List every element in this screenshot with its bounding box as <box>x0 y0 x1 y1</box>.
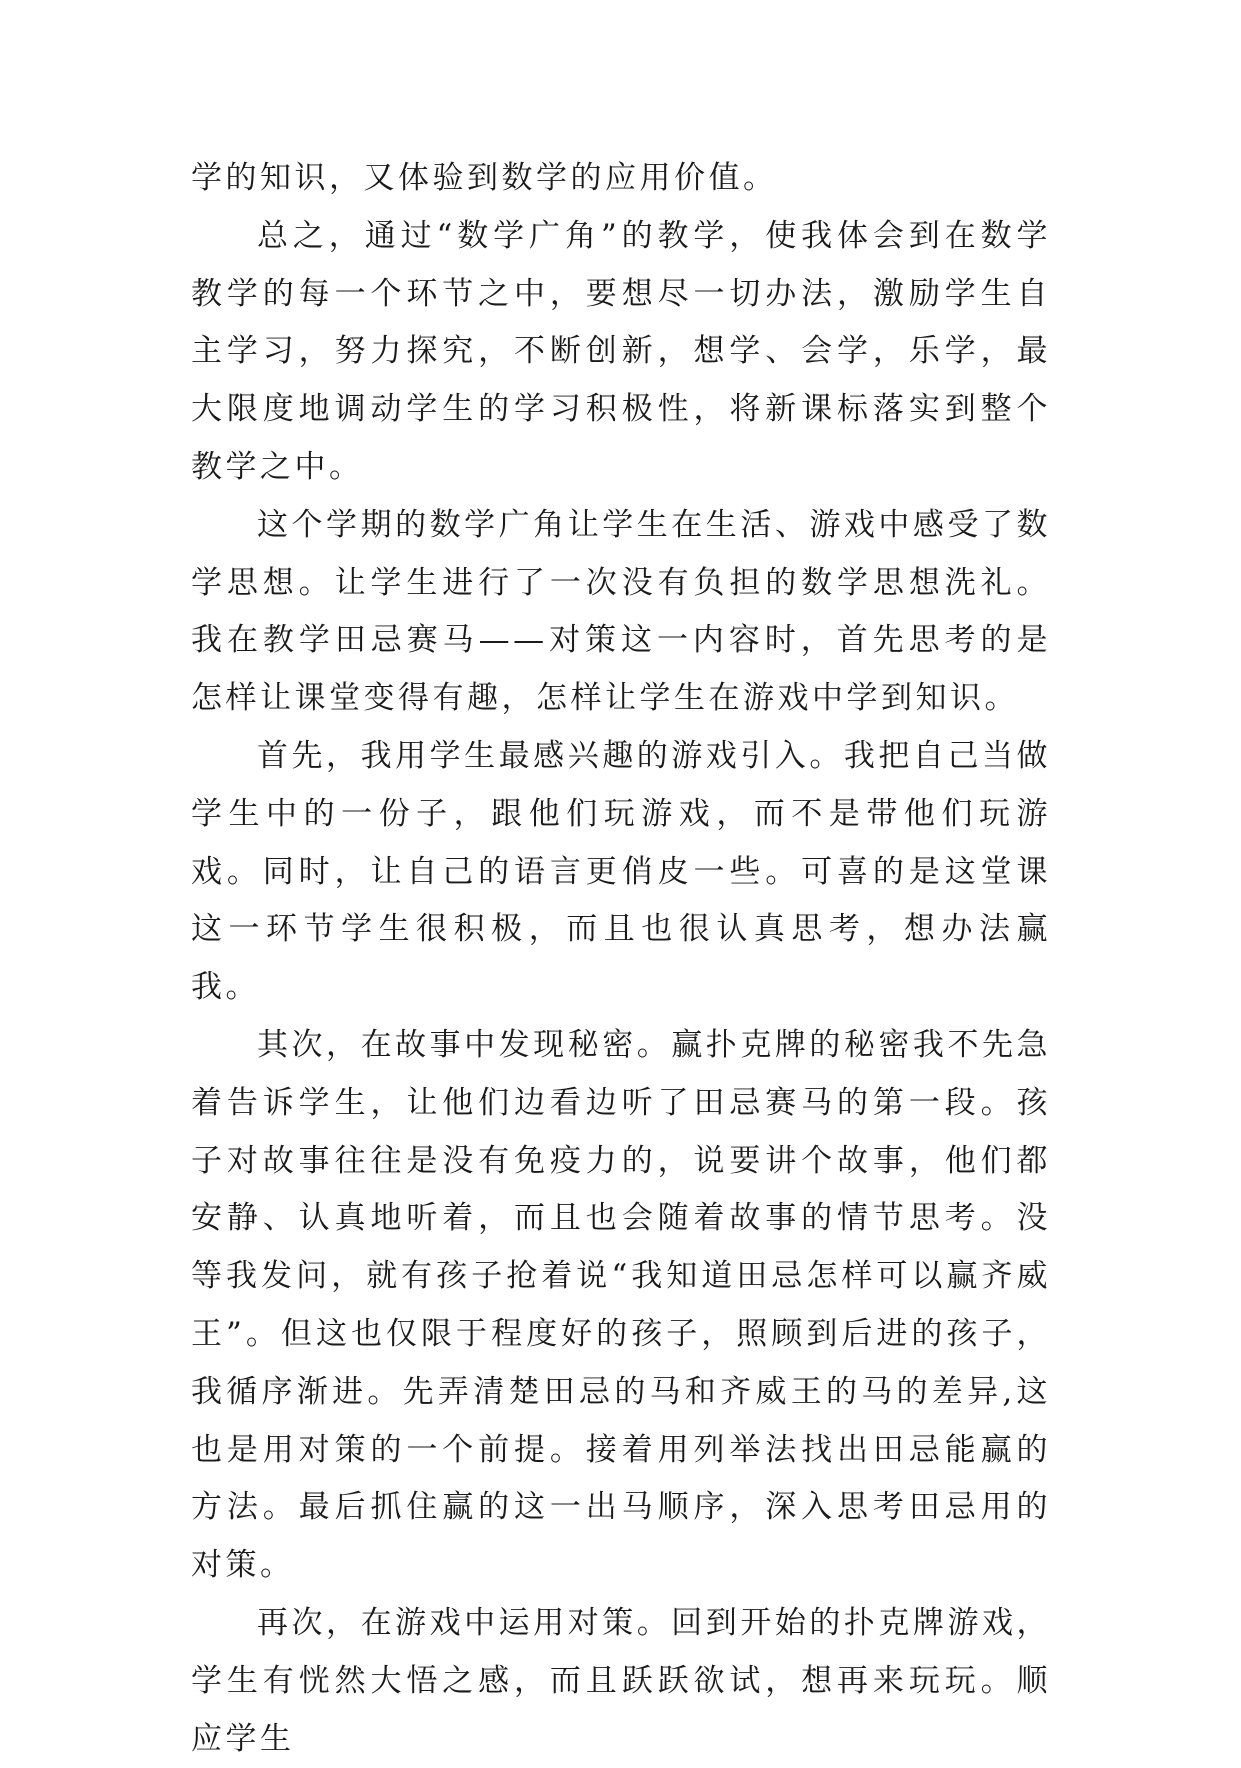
paragraph-5: 其次，在故事中发现秘密。赢扑克牌的秘密我不先急着告诉学生，让他们边看边听了田忌赛马的第一段。孩子对故事往往是没有免疫力的，说要讲个故事，他们都安静、认真地听着，而且也会随着故事的情节思考。没等我发问，就有孩子抢着说“我知道田忌怎样可以赢齐威王”。但这也仅限于程度好的孩子，照顾到后进的孩子，我循序渐进。先弄清楚田忌的马和齐威王的马的差异,这也是用对策的一个前提。接着用列举法找出田忌能赢的方法。最后抓住赢的这一出马顺序，深入思考田忌用的对策。 <box>191 1026 1051 1584</box>
paragraph-1: 学的知识，又体验到数学的应用价值。 <box>191 160 778 196</box>
paragraph-2: 总之，通过“数学广角”的教学，使我体会到在数学教学的每一个环节之中，要想尽一切办法，激励学生自主学习，努力探究，不断创新，想学、会学，乐学，最大限度地调动学生的学习积极性，将新课标落实到整个教学之中。 <box>191 217 1051 485</box>
paragraph-6: 再次，在游戏中运用对策。回到开始的扑克牌游戏，学生有恍然大悟之感，而且跃跃欲试，想再来玩玩。顺应学生 <box>191 1604 1051 1757</box>
paragraph-4: 首先，我用学生最感兴趣的游戏引入。我把自己当做学生中的一份子，跟他们玩游戏，而不是带他们玩游戏。同时，让自己的语言更俏皮一些。可喜的是这堂课这一环节学生很积极，而且也很认真思考，想办法赢我。 <box>191 737 1051 1006</box>
document-body <box>191 150 1051 1768</box>
paragraph-3: 这个学期的数学广角让学生在生活、游戏中感受了数学思想。让学生进行了一次没有负担的数学思想洗礼。我在教学田忌赛马——对策这一内容时，首先思考的是怎样让课堂变得有趣，怎样让学生在游戏中学到知识。 <box>191 506 1051 717</box>
